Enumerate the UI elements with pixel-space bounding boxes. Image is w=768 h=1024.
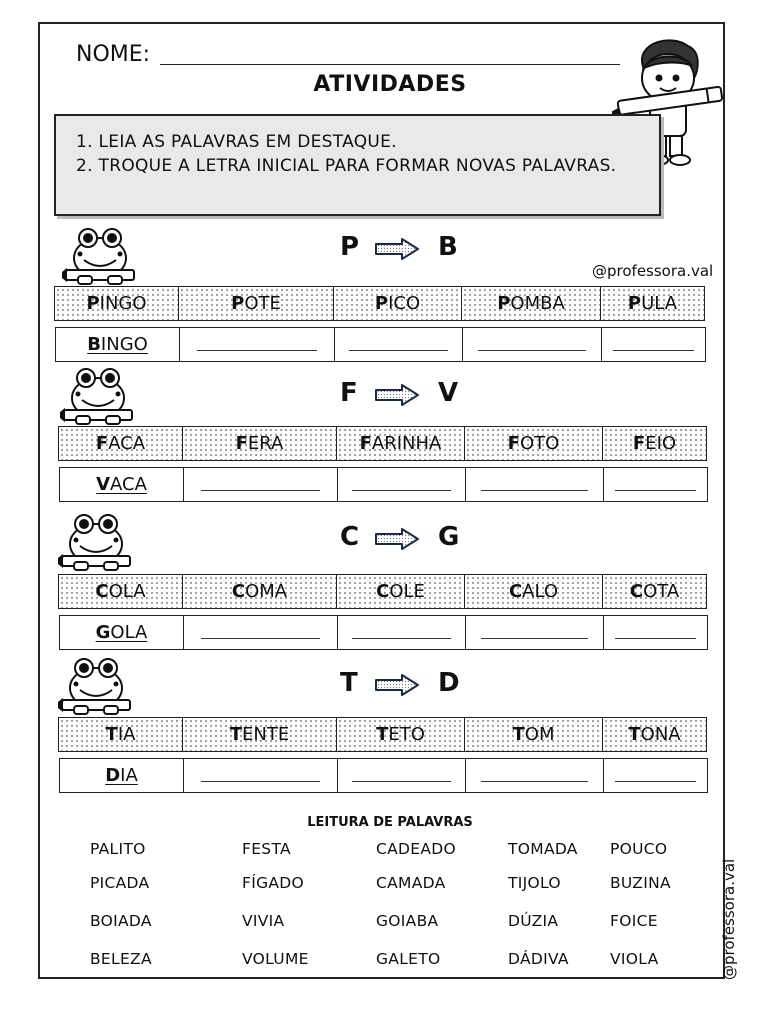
word-cell	[462, 287, 601, 321]
word-initial: P	[374, 293, 389, 314]
highlighted-words-row	[54, 286, 705, 321]
reading-word: VIVIA	[242, 912, 285, 930]
word-cell	[465, 718, 603, 752]
word-rest: ACA	[108, 433, 146, 454]
answer-blank-cell[interactable]	[335, 328, 463, 362]
letter-swap-header	[330, 522, 470, 552]
example-rest: INGO	[100, 334, 148, 355]
answer-line[interactable]	[352, 490, 451, 491]
right-arrow-icon	[374, 674, 420, 696]
reading-word: BUZINA	[610, 874, 671, 892]
example-initial: B	[87, 334, 101, 355]
right-arrow-icon	[374, 528, 420, 550]
word-rest: OMBA	[510, 293, 565, 314]
answer-blank-cell[interactable]	[180, 328, 335, 362]
word-cell	[337, 575, 465, 609]
frog-mascot-icon	[58, 510, 134, 574]
answer-blank-cell[interactable]	[604, 616, 708, 650]
word-rest: ENTE	[242, 724, 290, 745]
example-rest: IA	[120, 765, 138, 786]
word-initial: C	[629, 581, 644, 602]
word-cell	[59, 427, 183, 461]
answer-blank-cell[interactable]	[338, 616, 466, 650]
word-initial: T	[229, 724, 243, 745]
word-initial: T	[512, 724, 525, 745]
example-cell	[60, 616, 184, 650]
word-rest: ALO	[522, 581, 559, 602]
word-rest: IA	[117, 724, 136, 745]
letter-swap-header	[330, 232, 470, 262]
word-initial: T	[105, 724, 118, 745]
answer-line[interactable]	[201, 638, 320, 639]
answer-blank-cell[interactable]	[466, 616, 604, 650]
answer-line[interactable]	[613, 350, 693, 351]
reading-word: DÁDIVA	[508, 950, 569, 968]
reading-word: CADEADO	[376, 840, 456, 858]
word-initial: F	[359, 433, 372, 454]
from-letter: F	[340, 378, 358, 408]
example-cell	[60, 759, 184, 793]
frog-mascot-icon	[58, 654, 134, 718]
word-initial: C	[95, 581, 109, 602]
frog-mascot-icon	[62, 224, 138, 288]
word-rest: EIO	[645, 433, 677, 454]
to-letter: B	[438, 232, 458, 262]
answer-line[interactable]	[615, 638, 695, 639]
word-cell	[603, 575, 707, 609]
answer-line[interactable]	[481, 638, 588, 639]
from-letter: T	[340, 668, 358, 698]
from-letter: P	[340, 232, 360, 262]
word-cell	[59, 718, 183, 752]
word-cell	[337, 427, 465, 461]
reading-word: CAMADA	[376, 874, 446, 892]
from-letter: C	[340, 522, 360, 552]
word-initial: T	[376, 724, 389, 745]
right-arrow-icon	[374, 384, 420, 406]
to-letter: G	[438, 522, 460, 552]
answer-blank-cell[interactable]	[604, 759, 708, 793]
reading-word: TOMADA	[508, 840, 578, 858]
reading-word: GOIABA	[376, 912, 439, 930]
highlighted-words-row	[58, 574, 707, 609]
example-initial: V	[96, 474, 111, 495]
highlighted-words-row	[58, 717, 707, 752]
example-initial: G	[95, 622, 111, 643]
word-rest: INGO	[99, 293, 147, 314]
word-initial: T	[628, 724, 641, 745]
reading-word: FOICE	[610, 912, 658, 930]
reading-title: LEITURA DE PALAVRAS	[307, 815, 473, 830]
word-initial: P	[86, 293, 100, 314]
word-rest: ETO	[388, 724, 425, 745]
word-cell	[183, 575, 337, 609]
word-rest: OTA	[643, 581, 680, 602]
word-rest: OTE	[244, 293, 281, 314]
word-rest: OM	[524, 724, 555, 745]
right-arrow-icon	[374, 238, 420, 260]
answer-row	[59, 467, 708, 502]
word-rest: ARINHA	[371, 433, 442, 454]
to-letter: D	[438, 668, 460, 698]
word-cell	[337, 718, 465, 752]
instruction-1: 1. LEIA AS PALAVRAS EM DESTAQUE.	[76, 132, 397, 152]
highlighted-words-row	[58, 426, 707, 461]
example-rest: ACA	[110, 474, 147, 495]
word-rest: OLE	[389, 581, 425, 602]
word-rest: ULA	[641, 293, 678, 314]
word-rest: OTO	[519, 433, 560, 454]
answer-row	[59, 758, 708, 793]
credit-handle-vertical: @professora.val	[720, 858, 738, 980]
answer-blank-cell[interactable]	[602, 328, 706, 362]
answer-line[interactable]	[352, 781, 451, 782]
answer-line[interactable]	[197, 350, 317, 351]
answer-blank-cell[interactable]	[184, 759, 338, 793]
word-rest: ERA	[247, 433, 284, 454]
reading-word: TIJOLO	[508, 874, 561, 892]
word-initial: C	[231, 581, 246, 602]
reading-word: GALETO	[376, 950, 441, 968]
word-initial: P	[497, 293, 511, 314]
word-rest: OLA	[108, 581, 146, 602]
example-cell	[60, 468, 184, 502]
answer-line[interactable]	[615, 490, 695, 491]
word-cell	[183, 427, 337, 461]
answer-blank-cell[interactable]	[466, 759, 604, 793]
word-rest: OMA	[245, 581, 288, 602]
answer-blank-cell[interactable]	[338, 468, 466, 502]
word-cell	[183, 718, 337, 752]
name-label: NOME:	[76, 42, 151, 67]
word-cell	[465, 427, 603, 461]
answer-row	[55, 327, 706, 362]
example-initial: D	[105, 765, 121, 786]
example-rest: OLA	[110, 622, 148, 643]
instructions-box	[54, 114, 661, 216]
reading-word: VOLUME	[242, 950, 309, 968]
word-initial: F	[235, 433, 248, 454]
reading-word: FESTA	[242, 840, 291, 858]
word-initial: F	[95, 433, 109, 454]
answer-blank-cell[interactable]	[184, 468, 338, 502]
answer-blank-cell[interactable]	[604, 468, 708, 502]
word-cell	[603, 427, 707, 461]
word-cell	[603, 718, 707, 752]
reading-word: PALITO	[90, 840, 146, 858]
reading-word: PICADA	[90, 874, 150, 892]
answer-line[interactable]	[201, 781, 320, 782]
letter-swap-header	[330, 378, 470, 408]
word-cell	[179, 287, 334, 321]
answer-blank-cell[interactable]	[338, 759, 466, 793]
answer-blank-cell[interactable]	[466, 468, 604, 502]
word-initial: C	[508, 581, 523, 602]
word-cell	[55, 287, 179, 321]
reading-word: POUCO	[610, 840, 668, 858]
word-cell	[59, 575, 183, 609]
answer-line[interactable]	[352, 638, 451, 639]
answer-row	[59, 615, 708, 650]
reading-word: BELEZA	[90, 950, 152, 968]
word-initial: F	[507, 433, 520, 454]
name-field-line[interactable]	[160, 64, 620, 65]
word-rest: ICO	[388, 293, 421, 314]
page-title: ATIVIDADES	[313, 72, 467, 97]
word-initial: C	[376, 581, 390, 602]
word-cell	[334, 287, 462, 321]
answer-line[interactable]	[201, 490, 320, 491]
frog-mascot-icon	[60, 364, 136, 428]
reading-word: FÍGADO	[242, 874, 305, 892]
reading-word: VIOLA	[610, 950, 659, 968]
answer-line[interactable]	[615, 781, 695, 782]
reading-word: BOIADA	[90, 912, 152, 930]
credit-handle: @professora.val	[592, 262, 714, 280]
instruction-2: 2. TROQUE A LETRA INICIAL PARA FORMAR NOVAS PALAVRAS.	[76, 156, 617, 176]
word-initial: F	[632, 433, 646, 454]
letter-swap-header	[330, 668, 470, 698]
word-cell	[601, 287, 705, 321]
word-initial: P	[231, 293, 245, 314]
to-letter: V	[438, 378, 459, 408]
answer-line[interactable]	[481, 781, 588, 782]
answer-blank-cell[interactable]	[184, 616, 338, 650]
example-cell	[56, 328, 180, 362]
answer-line[interactable]	[481, 490, 588, 491]
answer-blank-cell[interactable]	[463, 328, 602, 362]
answer-line[interactable]	[349, 350, 448, 351]
reading-word: DÚZIA	[508, 912, 559, 930]
word-initial: P	[627, 293, 642, 314]
word-cell	[465, 575, 603, 609]
answer-line[interactable]	[478, 350, 586, 351]
word-rest: ONA	[640, 724, 681, 745]
